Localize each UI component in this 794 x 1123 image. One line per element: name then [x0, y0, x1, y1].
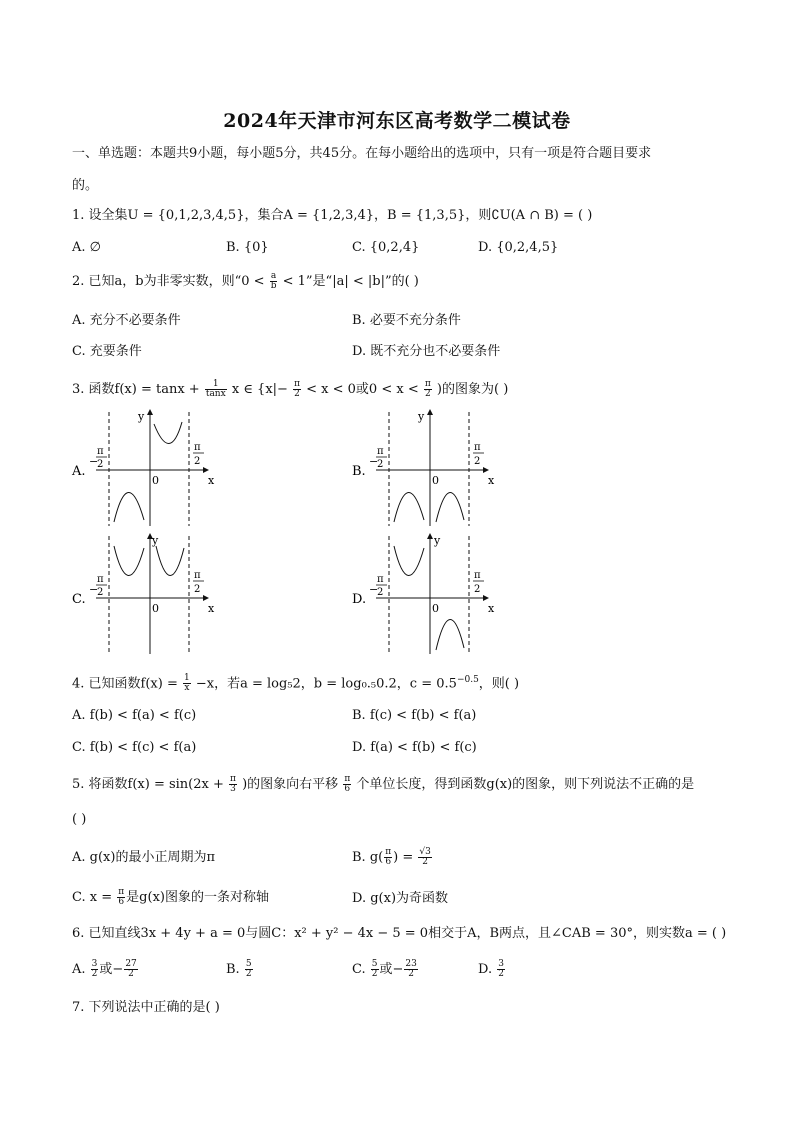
graph-b-pos-two: 2 — [474, 456, 481, 467]
graph-a-neg-two: 2 — [97, 459, 104, 470]
graph-a-curve-left — [114, 492, 144, 522]
q1-stem: 1. 设全集U = {0,1,2,3,4,5}，集合A = {1,2,3,4}，B = {1,3,5}，则∁U(A ∩ B) = ( ) — [72, 208, 593, 223]
q4-stem-end: ，则( ) — [478, 676, 520, 692]
q5-stem-line2: ( ) — [72, 812, 87, 827]
q1-option-c: C. {0,2,4} — [352, 240, 420, 255]
graph-d-neg-pi: π — [377, 574, 384, 585]
graph-b-x-label: x — [488, 474, 495, 487]
q5-b-pre: B. g( — [352, 850, 384, 865]
q5-stem-mid: )的图象向右平移 — [242, 777, 339, 792]
graph-c-origin: 0 — [152, 602, 159, 615]
graph-d-pos-two: 2 — [474, 584, 481, 595]
q4-option-d: D. f(a) < f(b) < f(c) — [352, 740, 477, 755]
q6-c-or: 或− — [379, 962, 404, 977]
graph-d-origin: 0 — [432, 602, 439, 615]
q6-option-b — [226, 960, 254, 979]
q6-c1-den: 2 — [371, 969, 378, 979]
q5-b-value-fraction — [418, 848, 431, 867]
q5-fraction-2 — [343, 775, 351, 794]
graph-a-pos-two: 2 — [194, 456, 201, 467]
graph-d-neg-two: 2 — [377, 587, 384, 598]
q5-c-fraction — [117, 888, 125, 907]
q6-option-d — [478, 960, 506, 979]
q6-d-pre: D. — [478, 962, 493, 977]
q4-option-c: C. f(b) < f(c) < f(a) — [72, 740, 197, 755]
q2-option-b: B. 必要不充分条件 — [352, 313, 461, 328]
graph-b-neg-pi: π — [377, 446, 384, 457]
q5-c-num: π — [118, 887, 125, 897]
graph-b-neg-two: 2 — [377, 459, 384, 470]
q4-fraction — [183, 674, 191, 693]
q5-c-pre: C. x = — [72, 890, 113, 905]
q1-option-a: A. ∅ — [72, 240, 101, 255]
q2-option-a: A. 充分不必要条件 — [72, 313, 181, 328]
q3-stem — [72, 380, 508, 399]
graph-b-origin: 0 — [432, 474, 439, 487]
graph-a-pos-pi: π — [194, 442, 201, 453]
graph-b-neg-sign: − — [369, 455, 379, 468]
q6-c-frac2 — [404, 960, 417, 979]
q3-fraction-2 — [293, 380, 301, 399]
q4-frac-den: x — [184, 683, 190, 694]
q4-frac-num: 1 — [184, 673, 190, 684]
q6-d-num: 3 — [498, 959, 504, 969]
graph-c-curve-left — [114, 546, 144, 576]
q4-stem — [72, 672, 519, 693]
q5-option-a: A. g(x)的最小正周期为π — [72, 850, 215, 865]
graph-c-pos-two: 2 — [194, 584, 201, 595]
q6-c-pre: C. — [352, 962, 366, 977]
graph-a-origin: 0 — [152, 474, 159, 487]
q6-b-num: 5 — [245, 959, 252, 969]
q3-stem-mid: x ∈ {x|− — [231, 382, 288, 397]
q5-frac2-num: π — [344, 774, 351, 784]
q5-b-val-num: √3 — [419, 847, 431, 857]
q2-frac-num: a — [270, 271, 277, 281]
graph-b-curve-left — [394, 492, 424, 522]
q3-frac-num: 1 — [205, 380, 227, 390]
q2-option-c: C. 充要条件 — [72, 344, 142, 359]
q2-stem — [72, 272, 419, 291]
q6-b-den: 2 — [245, 969, 252, 979]
q5-b-den: 6 — [385, 857, 392, 867]
q6-option-a — [72, 960, 139, 979]
q6-b-pre: B. — [226, 962, 240, 977]
graph-c-neg-pi: π — [97, 574, 104, 585]
q5-frac1-den: 3 — [230, 784, 236, 794]
q6-a-frac1 — [91, 960, 99, 979]
q5-b-fraction — [384, 848, 392, 867]
graph-c-label: C. — [72, 592, 86, 607]
q4-option-b: B. f(c) < f(b) < f(a) — [352, 708, 477, 723]
q6-a-or: 或− — [99, 962, 124, 977]
q5-option-d: D. g(x)为奇函数 — [352, 891, 449, 906]
q4-exponent: −0.5 — [456, 675, 479, 685]
q6-option-c — [352, 960, 419, 979]
q6-c2-den: 2 — [408, 969, 414, 979]
q5-frac2-den: 6 — [344, 784, 351, 794]
graph-b-pos-pi: π — [474, 442, 481, 453]
q6-c1-num: 5 — [371, 959, 378, 969]
q5-fraction-1 — [229, 775, 237, 794]
q2-stem-post: < 1”是“|a| < |b|”的( ) — [282, 274, 419, 289]
page-title: 2024年天津市河东区高考数学二模试卷 — [223, 110, 571, 132]
q1-option-d: D. {0,2,4,5} — [478, 240, 559, 255]
q6-a2-den: 2 — [128, 969, 134, 979]
graph-c-neg-sign: − — [89, 583, 99, 596]
q3-pi-num: π — [294, 379, 300, 389]
q3-stem-mid2: < x < 0或0 < x < — [306, 382, 419, 397]
q3-frac-den: tanx — [205, 389, 226, 399]
q5-b-num: π — [385, 847, 392, 857]
q5-frac1-num: π — [230, 774, 236, 784]
q6-a-frac2 — [124, 960, 137, 979]
q2-frac-den: b — [270, 281, 277, 291]
q5-stem-post: 个单位长度，得到函数g(x)的图象，则下列说法不正确的是 — [356, 777, 695, 792]
q3-fraction-1 — [205, 380, 227, 399]
graph-c-pos-pi: π — [194, 570, 201, 581]
graph-d-curve-right — [436, 619, 464, 650]
q3-pi-num-2: π — [424, 379, 431, 389]
section-intro-line2: 的。 — [72, 178, 99, 193]
q5-c-post: 是g(x)图象的一条对称轴 — [126, 890, 269, 905]
q5-stem — [72, 775, 694, 794]
graph-a-label: A. — [72, 464, 86, 479]
graph-c-neg-two: 2 — [97, 587, 104, 598]
graph-b-curve-right — [436, 492, 464, 522]
q2-option-d: D. 既不充分也不必要条件 — [352, 344, 501, 359]
graph-b-label: B. — [352, 464, 366, 479]
q2-stem-pre: 2. 已知a，b为非零实数，则“0 < — [72, 274, 265, 289]
q6-d-den: 2 — [498, 969, 504, 979]
q3-stem-pre: 3. 函数f(x) = tanx + — [72, 382, 200, 397]
q5-c-den: 6 — [118, 897, 125, 907]
graph-c-curve-right — [156, 546, 184, 576]
graph-c-y-label: y — [152, 534, 159, 547]
graph-d-y-label: y — [434, 534, 441, 547]
q3-graphs — [66, 404, 726, 660]
graph-c-x-label: x — [208, 602, 215, 615]
graph-a-y-label: y — [138, 410, 145, 423]
q6-d-frac — [497, 960, 505, 979]
q2-fraction — [270, 272, 278, 291]
q6-a1-den: 2 — [91, 969, 98, 979]
graph-b — [352, 410, 495, 526]
graph-b-y-label: y — [418, 410, 425, 423]
graph-d-pos-pi: π — [474, 570, 481, 581]
q6-a-pre: A. — [72, 962, 86, 977]
q4-stem-pre: 4. 已知函数f(x) = — [72, 676, 178, 692]
q3-stem-post: )的图象为( ) — [436, 382, 509, 397]
q5-stem-pre: 5. 将函数f(x) = sin(2x + — [72, 777, 224, 792]
q3-pi-den-2: 2 — [424, 389, 431, 399]
graph-d-x-label: x — [488, 602, 495, 615]
q6-a1-num: 3 — [91, 959, 98, 969]
q4-stem-post: −x，若a = log₅2，b = log₀.₅0.2，c = 0.5 — [195, 676, 457, 692]
q3-fraction-3 — [424, 380, 432, 399]
graph-d — [352, 534, 495, 654]
graph-a-neg-sign: − — [89, 455, 99, 468]
q5-option-c — [72, 888, 269, 907]
section-intro-line1: 一、单选题：本题共9小题，每小题5分，共45分。在每小题给出的选项中，只有一项是符合题目要求 — [72, 146, 652, 161]
q3-pi-den: 2 — [294, 389, 300, 399]
graph-c — [72, 534, 215, 654]
graph-a-x-label: x — [208, 474, 215, 487]
q1-option-b: B. {0} — [226, 240, 269, 255]
graph-d-neg-sign: − — [369, 583, 379, 596]
q6-c-frac1 — [371, 960, 379, 979]
q5-option-b — [352, 848, 433, 867]
graph-d-curve-left — [394, 546, 424, 576]
q6-c2-num: 23 — [405, 959, 417, 969]
q6-a2-num: 27 — [125, 959, 137, 969]
graph-a-curve-right — [154, 422, 182, 444]
graph-d-label: D. — [352, 592, 367, 607]
q6-stem: 6. 已知直线3x + 4y + a = 0与圆C：x² + y² − 4x − 5 = 0相交于A，B两点，且∠CAB = 30°，则实数a = ( ) — [72, 926, 727, 941]
q4-option-a: A. f(b) < f(a) < f(c) — [72, 708, 197, 723]
graph-a — [71, 410, 215, 526]
q5-b-val-den: 2 — [422, 857, 428, 867]
q6-b-frac — [245, 960, 253, 979]
q7-stem: 7. 下列说法中正确的是( ) — [72, 1000, 220, 1015]
q5-b-mid: ) = — [393, 850, 414, 865]
graph-a-neg-pi: π — [97, 446, 104, 457]
